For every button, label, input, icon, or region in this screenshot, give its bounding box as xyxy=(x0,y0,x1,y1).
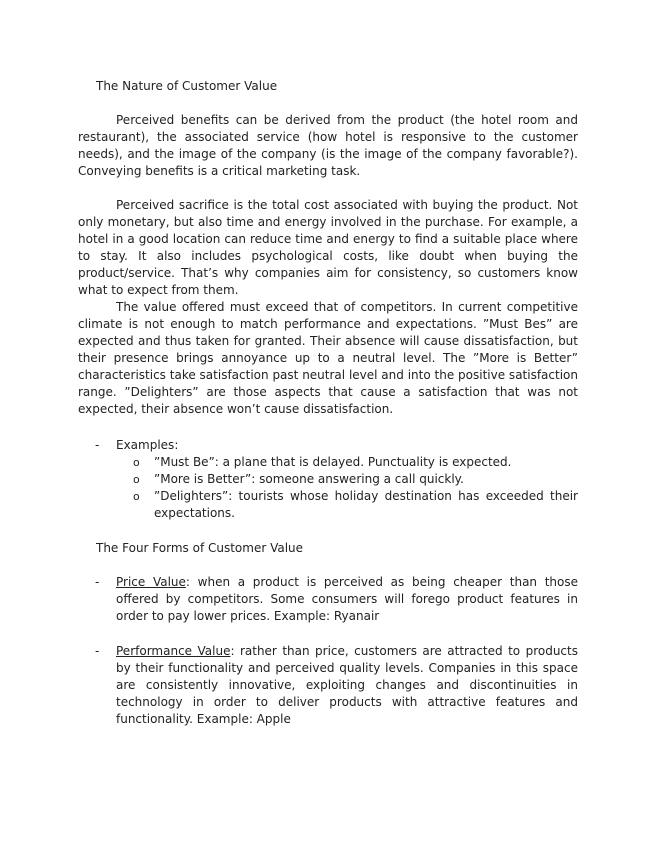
example-item xyxy=(133,488,578,522)
value-form-term: Performance Value xyxy=(116,644,231,658)
dash-bullet-icon: - xyxy=(95,644,100,658)
dash-bullet-icon: - xyxy=(95,438,100,452)
examples-label: Examples: xyxy=(116,438,179,452)
section-title-four-forms: The Four Forms of Customer Value xyxy=(96,541,304,555)
circle-bullet-icon: o xyxy=(133,456,140,469)
circle-bullet-icon: o xyxy=(133,490,140,503)
paragraph-perceived-sacrifice: Perceived sacrifice is the total cost associated with buying the product. Not only monetary, but also time and energy involved in the purchase. For example, a hotel in a good location can reduce time and energy to find a suitable place where to stay. It also includes psychological costs, like doubt when buying the product/service. That’s why companies aim for consistency, so customers know what to expect from them. xyxy=(78,198,578,297)
paragraph-perceived-benefits: Perceived benefits can be derived from the product (the hotel room and restaurant), the associated service (how hotel is responsive to the customer needs), and the image of the company (is the image of the company favorable?). Conveying benefits is a critical marketing task. xyxy=(78,113,578,178)
circle-bullet-icon: o xyxy=(133,473,140,486)
value-form-description: : rather than price, customers are attracted to products by their functionality and perceived quality levels. Companies in this space are consistently innovative, exploiting changes and discontinuities in technology in order to deliver products with attractive features and functionality. Example: Apple xyxy=(116,644,578,726)
example-text: ”More is Better”: someone answering a call quickly. xyxy=(154,472,464,486)
example-text: ”Delighters”: tourists whose holiday destination has exceeded their expectations. xyxy=(154,489,578,520)
examples-sublist xyxy=(95,454,578,522)
example-item xyxy=(133,454,578,471)
section-title-nature: The Nature of Customer Value xyxy=(96,79,278,93)
value-form-item xyxy=(95,574,578,625)
examples-list xyxy=(95,437,578,522)
value-form-term: Price Value xyxy=(116,575,186,589)
value-form-text xyxy=(116,643,578,728)
value-form-text xyxy=(116,574,578,625)
dash-bullet-icon: - xyxy=(95,575,100,589)
paragraph-value-offered: The value offered must exceed that of competitors. In current competitive climate is not enough to match performance and expectations. ”Must Bes” are expected and thus taken for granted. Their absence will cause dissatisfaction, but their presence brings annoyance up to a neutral level. The ”More is Better” characteristics take satisfaction past neutral level and into the positive satisfaction range. ”Delighters” are those aspects that cause a satisfaction that was not expected, their absence won’t cause dissatisfaction. xyxy=(78,300,578,416)
value-form-item xyxy=(95,643,578,728)
value-form-description: : when a product is perceived as being cheaper than those offered by competitors. Some consumers will forego product features in order to pay lower prices. Example: Ryanair xyxy=(116,575,578,623)
example-text: ”Must Be”: a plane that is delayed. Punctuality is expected. xyxy=(154,455,512,469)
example-item xyxy=(133,471,578,488)
